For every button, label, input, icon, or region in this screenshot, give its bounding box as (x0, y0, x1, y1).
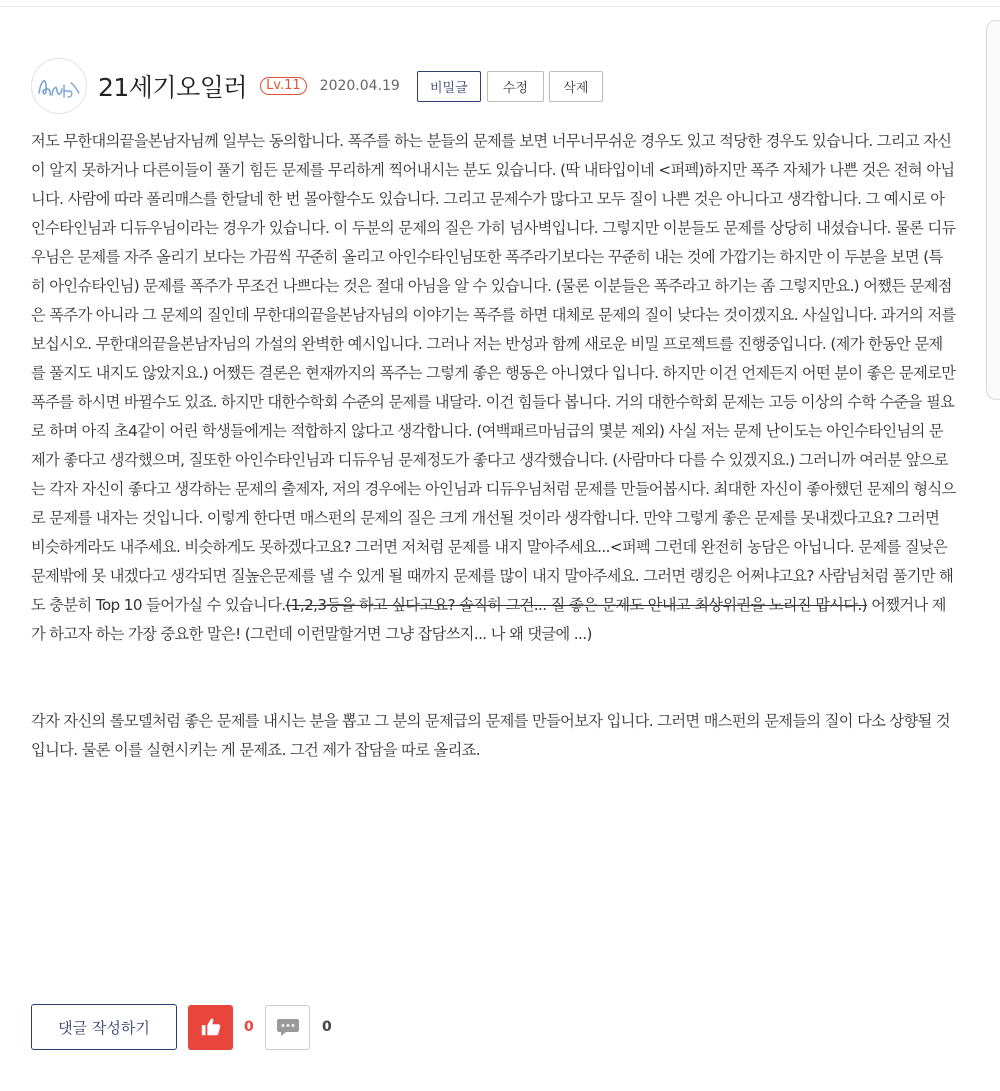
secret-button[interactable]: 비밀글 (417, 71, 481, 102)
edit-button[interactable]: 수정 (487, 71, 544, 102)
post-body (31, 127, 956, 765)
post-header (31, 58, 603, 114)
author-name[interactable]: 21세기오일러 (98, 73, 248, 102)
like-count: 0 (244, 1019, 254, 1035)
body-text-tail: 어쨌거나 제가 하고자 하는 가장 중요한 말은! (그런데 이런말할거면 그냥 잡담쓰지... 나 왜 댓글에 ...) (31, 596, 946, 643)
body-paragraph-1 (31, 127, 956, 649)
scrollbar[interactable] (986, 20, 1000, 400)
body-paragraph-2: 각자 자신의 롤모델처럼 좋은 문제를 내시는 분을 뽑고 그 분의 문제급의 문제를 만들어보자 입니다. 그러면 매스펀의 문제들의 질이 다소 상향될 것입니다. 물론 이를 실현시키는 게 문제죠. 그건 제가 잡담을 따로 올리죠. (31, 712, 950, 759)
post-date: 2020.04.19 (319, 78, 400, 94)
body-text: 저도 무한대의끝을본남자님께 일부는 동의합니다. 폭주를 하는 분들의 문제를 보면 너무너무쉬운 경우도 있고 적당한 경우도 있습니다. 그리고 자신이 알지 못하거나 다른이들이 풀기 힘든 문제를 무리하게 찍어내시는 분도 있습니다. (딱 내타입이네 <퍼펙)하지만 폭주 자체가 나쁜 것은 전혀 아닙니다. 사람에 따라 폴리매스를 한달네 한 번 몰아할수도 있습니다. 그리고 문제수가 많다고 모두 질이 나쁜 것은 아니다고 생각합니다. 그 예시로 아인수타인님과 디듀우님이라는 경우가 있습니다. 이 두분의 문제의 질은 가히 넘사벽입니다. 그렇지만 이분들도 문제를 상당히 내셨습니다. 물론 디듀우님은 문제를 자주 올리기 보다는 가끔씩 꾸준히 올리고 아인수타인님또한 폭주라기보다는 꾸준히 내는 것에 가깝기는 하지만 이 두분을 보면 (특히 아인슈타인님) 문제를 폭주가 무조건 나쁘다는 것은 절대 아님을 알 수 있습니다. (물론 이분들은 폭주라고 하기는 좀 그렇지만요.) 어쨌든 문제점은 폭주가 아니라 그 문제의 질인데 무한대의끝을본남자님의 이야기는 폭주를 하면 대체로 문제의 질이 낮다는 것이겠지요. 사실입니다. 과거의 저를 보십시오. 무한대의끝을본남자님의 가설의 완벽한 예시입니다. 그러나 저는 반성과 함께 새로운 비밀 프로젝트를 진행중입니다. (제가 한동안 문제를 풀지도 내지도 않았지요.) 어쨌든 결론은 현재까지의 폭주는 그렇게 좋은 행동은 아니였다 입니다. 하지만 이건 언제든지 어떤 분이 좋은 문제로만 폭주를 하시면 바뀔수도 있죠. 하지만 대한수학회 수준의 문제를 내달라. 이건 힘들다 봅니다. 거의 대한수학회 문제는 고등 이상의 수학 수준을 필요로 하며 아직 초4같이 어린 학생들에게는 적합하지 않다고 생각합니다. (여백패르마님급의 몇분 제외) 사실 저는 문제 난이도는 아인수타인님의 문제가 좋다고 생각했으며, 질또한 아인수타인님과 디듀우님 문제정도가 좋다고 생각했습니다. (사람마다 다를 수 있겠지요.) 그러니까 여러분 앞으로는 각자 자신이 좋다고 생각하는 문제의 출제자, 저의 경우에는 아인님과 디듀우님처럼 문제를 만들어봅시다. 최대한 자신이 좋아했던 문제의 형식으로 문제를 내자는 것입니다. 이렇게 한다면 매스펀의 문제의 질은 크게 개선될 것이라 생각합니다. 만약 그렇게 좋은 문제를 못내겠다고요? 그러면 비슷하게라도 내주세요. 비슷하게도 못하겠다고요? 그러면 저처럼 문제를 내지 말아주세요...<퍼펙 그런데 완전히 농담은 아닙니다. 문제를 질낮은 문제밖에 못 내겠다고 생각되면 질높은문제를 낼 수 있게 될 때까지 문제를 많이 내지 말아주세요. 그러면 랭킹은 어쩌냐고요? 사람님처럼 풀기만 해도 충분히 Top 10 들어가실 수 있습니다. (31, 132, 956, 614)
write-comment-button[interactable]: 댓글 작성하기 (31, 1004, 177, 1050)
like-button[interactable] (188, 1005, 233, 1050)
comment-button[interactable] (265, 1005, 310, 1050)
delete-button[interactable]: 삭제 (549, 71, 603, 102)
speech-bubble-icon (276, 1016, 300, 1038)
comment-count: 0 (322, 1019, 332, 1035)
strikethrough-text: (1,2,3등을 하고 싶다고요? 솔직히 그건... 질 좋은 문제도 안내고 최상위권을 노리진 맙시다.) (285, 596, 868, 614)
paragraph-gap (31, 649, 956, 707)
top-divider (0, 6, 1000, 7)
post-footer (31, 1004, 332, 1050)
thumbs-up-icon (200, 1016, 222, 1038)
avatar[interactable] (31, 58, 87, 114)
level-badge: Lv.11 (260, 77, 307, 95)
signature-logo (35, 71, 83, 101)
